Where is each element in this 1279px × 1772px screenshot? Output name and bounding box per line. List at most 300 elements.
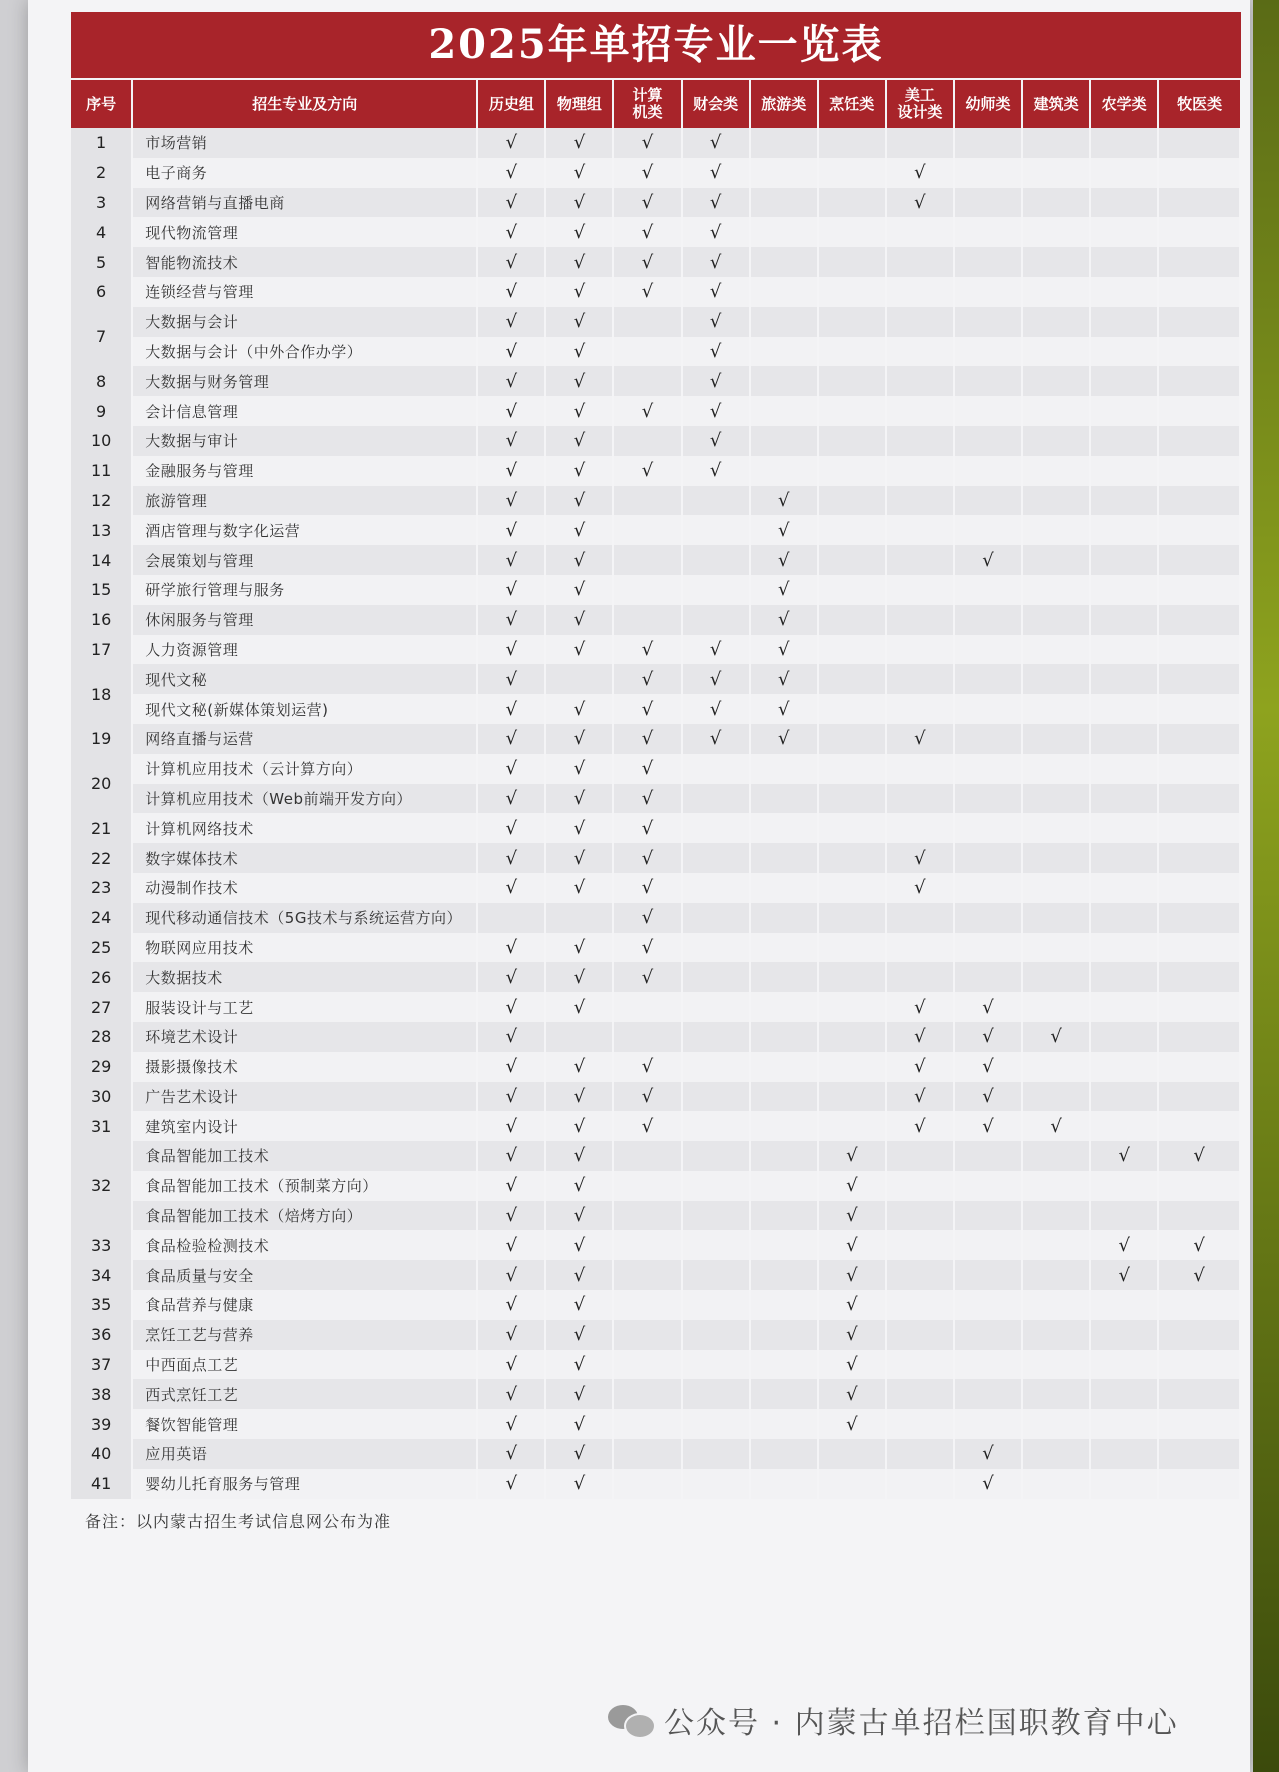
empty-cell xyxy=(613,575,681,605)
empty-cell xyxy=(886,1409,954,1439)
empty-cell xyxy=(1022,664,1090,694)
check-mark: √ xyxy=(545,1201,613,1231)
check-mark: √ xyxy=(613,962,681,992)
check-mark: √ xyxy=(545,575,613,605)
empty-cell xyxy=(1022,545,1090,575)
empty-cell xyxy=(1090,1290,1158,1320)
empty-cell xyxy=(818,992,886,1022)
row-number: 11 xyxy=(71,456,132,486)
check-mark: √ xyxy=(682,217,750,247)
check-mark: √ xyxy=(954,1082,1022,1112)
check-mark: √ xyxy=(886,1082,954,1112)
row-number: 1 xyxy=(71,128,132,158)
check-mark: √ xyxy=(613,128,681,158)
empty-cell xyxy=(1090,486,1158,516)
check-mark: √ xyxy=(477,307,545,337)
empty-cell xyxy=(682,784,750,814)
empty-cell xyxy=(886,635,954,665)
empty-cell xyxy=(818,813,886,843)
empty-cell xyxy=(1022,1052,1090,1082)
empty-cell xyxy=(1022,933,1090,963)
empty-cell xyxy=(750,1052,818,1082)
major-name: 现代文秘 xyxy=(132,664,477,694)
empty-cell xyxy=(954,933,1022,963)
check-mark: √ xyxy=(477,843,545,873)
check-mark: √ xyxy=(477,1111,545,1141)
empty-cell xyxy=(682,1052,750,1082)
major-name: 食品营养与健康 xyxy=(132,1290,477,1320)
empty-cell xyxy=(886,456,954,486)
empty-cell xyxy=(1022,426,1090,456)
empty-cell xyxy=(818,575,886,605)
check-mark: √ xyxy=(1090,1230,1158,1260)
empty-cell xyxy=(613,1320,681,1350)
empty-cell xyxy=(1090,277,1158,307)
check-mark: √ xyxy=(477,933,545,963)
check-mark: √ xyxy=(682,426,750,456)
table-row xyxy=(71,1409,1240,1439)
empty-cell xyxy=(1022,575,1090,605)
check-mark: √ xyxy=(954,1111,1022,1141)
check-mark: √ xyxy=(545,635,613,665)
major-name: 人力资源管理 xyxy=(132,635,477,665)
check-mark: √ xyxy=(545,128,613,158)
empty-cell xyxy=(1090,1052,1158,1082)
empty-cell xyxy=(613,1022,681,1052)
check-mark: √ xyxy=(613,247,681,277)
empty-cell xyxy=(613,366,681,396)
check-mark: √ xyxy=(477,247,545,277)
empty-cell xyxy=(1090,217,1158,247)
major-name: 电子商务 xyxy=(132,158,477,188)
check-mark: √ xyxy=(545,873,613,903)
empty-cell xyxy=(613,1469,681,1499)
empty-cell xyxy=(1158,1022,1240,1052)
check-mark: √ xyxy=(477,1469,545,1499)
row-number: 19 xyxy=(71,724,132,754)
check-mark: √ xyxy=(613,813,681,843)
check-mark: √ xyxy=(682,694,750,724)
column-header: 建筑类 xyxy=(1022,80,1090,128)
row-number: 37 xyxy=(71,1350,132,1380)
empty-cell xyxy=(818,1052,886,1082)
major-name: 市场营销 xyxy=(132,128,477,158)
empty-cell xyxy=(750,188,818,218)
check-mark: √ xyxy=(477,1409,545,1439)
row-number: 35 xyxy=(71,1290,132,1320)
empty-cell xyxy=(818,188,886,218)
column-header: 幼师类 xyxy=(954,80,1022,128)
check-mark: √ xyxy=(477,694,545,724)
empty-cell xyxy=(886,575,954,605)
empty-cell xyxy=(954,247,1022,277)
table-row xyxy=(71,1022,1240,1052)
empty-cell xyxy=(1022,1141,1090,1171)
major-name: 食品智能加工技术（预制菜方向） xyxy=(132,1171,477,1201)
row-number: 39 xyxy=(71,1409,132,1439)
row-number: 6 xyxy=(71,277,132,307)
empty-cell xyxy=(750,843,818,873)
empty-cell xyxy=(1090,813,1158,843)
empty-cell xyxy=(1158,724,1240,754)
empty-cell xyxy=(954,1171,1022,1201)
empty-cell xyxy=(886,813,954,843)
empty-cell xyxy=(954,1379,1022,1409)
major-name: 数字媒体技术 xyxy=(132,843,477,873)
table-row xyxy=(71,486,1240,516)
empty-cell xyxy=(1090,1171,1158,1201)
major-name: 大数据技术 xyxy=(132,962,477,992)
check-mark: √ xyxy=(545,158,613,188)
row-number: 24 xyxy=(71,903,132,933)
check-mark: √ xyxy=(545,1171,613,1201)
empty-cell xyxy=(818,456,886,486)
empty-cell xyxy=(750,992,818,1022)
empty-cell xyxy=(1090,188,1158,218)
check-mark: √ xyxy=(477,784,545,814)
check-mark: √ xyxy=(545,1230,613,1260)
empty-cell xyxy=(682,903,750,933)
major-name: 休闲服务与管理 xyxy=(132,605,477,635)
empty-cell xyxy=(1022,873,1090,903)
empty-cell xyxy=(954,724,1022,754)
check-mark: √ xyxy=(545,217,613,247)
check-mark: √ xyxy=(613,396,681,426)
check-mark: √ xyxy=(545,605,613,635)
empty-cell xyxy=(682,962,750,992)
row-number: 23 xyxy=(71,873,132,903)
check-mark: √ xyxy=(477,1290,545,1320)
empty-cell xyxy=(1158,307,1240,337)
table-row xyxy=(71,307,1240,337)
row-number: 9 xyxy=(71,396,132,426)
empty-cell xyxy=(818,217,886,247)
empty-cell xyxy=(682,515,750,545)
empty-cell xyxy=(1158,754,1240,784)
major-name: 服装设计与工艺 xyxy=(132,992,477,1022)
empty-cell xyxy=(886,1350,954,1380)
table-row xyxy=(71,1082,1240,1112)
empty-cell xyxy=(954,1290,1022,1320)
table-row xyxy=(71,1201,1240,1231)
empty-cell xyxy=(954,1409,1022,1439)
major-name: 现代移动通信技术（5G技术与系统运营方向） xyxy=(132,903,477,933)
check-mark: √ xyxy=(954,1022,1022,1052)
check-mark: √ xyxy=(613,694,681,724)
major-name: 应用英语 xyxy=(132,1439,477,1469)
table-row xyxy=(71,784,1240,814)
check-mark: √ xyxy=(750,635,818,665)
empty-cell xyxy=(750,1290,818,1320)
check-mark: √ xyxy=(545,813,613,843)
major-name: 动漫制作技术 xyxy=(132,873,477,903)
check-mark: √ xyxy=(477,515,545,545)
check-mark: √ xyxy=(1158,1260,1240,1290)
empty-cell xyxy=(1022,1350,1090,1380)
empty-cell xyxy=(750,1320,818,1350)
empty-cell xyxy=(1090,962,1158,992)
empty-cell xyxy=(1022,277,1090,307)
empty-cell xyxy=(1090,635,1158,665)
empty-cell xyxy=(682,1350,750,1380)
empty-cell xyxy=(818,515,886,545)
empty-cell xyxy=(682,1230,750,1260)
footer-text: 公众号 · 内蒙古单招栏国职教育中心 xyxy=(664,1706,1179,1741)
check-mark: √ xyxy=(477,1260,545,1290)
check-mark: √ xyxy=(886,1052,954,1082)
empty-cell xyxy=(750,903,818,933)
empty-cell xyxy=(1022,1171,1090,1201)
check-mark: √ xyxy=(818,1409,886,1439)
check-mark: √ xyxy=(613,188,681,218)
empty-cell xyxy=(954,605,1022,635)
major-name: 食品智能加工技术 xyxy=(132,1141,477,1171)
check-mark: √ xyxy=(613,873,681,903)
empty-cell xyxy=(1090,664,1158,694)
empty-cell xyxy=(1158,784,1240,814)
empty-cell xyxy=(954,426,1022,456)
check-mark: √ xyxy=(545,396,613,426)
row-number: 40 xyxy=(71,1439,132,1469)
check-mark: √ xyxy=(750,545,818,575)
empty-cell xyxy=(1090,158,1158,188)
empty-cell xyxy=(613,605,681,635)
empty-cell xyxy=(682,843,750,873)
empty-cell xyxy=(1022,1201,1090,1231)
column-header: 旅游类 xyxy=(750,80,818,128)
check-mark: √ xyxy=(1090,1260,1158,1290)
table-row xyxy=(71,635,1240,665)
empty-cell xyxy=(1022,217,1090,247)
empty-cell xyxy=(682,486,750,516)
empty-cell xyxy=(954,337,1022,367)
empty-cell xyxy=(954,128,1022,158)
empty-cell xyxy=(886,1141,954,1171)
check-mark: √ xyxy=(613,933,681,963)
empty-cell xyxy=(886,1171,954,1201)
empty-cell xyxy=(682,754,750,784)
empty-cell xyxy=(818,307,886,337)
empty-cell xyxy=(886,1469,954,1499)
empty-cell xyxy=(1022,903,1090,933)
major-name: 酒店管理与数字化运营 xyxy=(132,515,477,545)
check-mark: √ xyxy=(545,1141,613,1171)
empty-cell xyxy=(750,1111,818,1141)
row-number: 30 xyxy=(71,1082,132,1112)
empty-cell xyxy=(1158,664,1240,694)
check-mark: √ xyxy=(477,635,545,665)
check-mark: √ xyxy=(613,1082,681,1112)
check-mark: √ xyxy=(682,337,750,367)
empty-cell xyxy=(750,1230,818,1260)
check-mark: √ xyxy=(954,992,1022,1022)
empty-cell xyxy=(954,635,1022,665)
check-mark: √ xyxy=(613,277,681,307)
check-mark: √ xyxy=(545,188,613,218)
check-mark: √ xyxy=(545,456,613,486)
empty-cell xyxy=(886,664,954,694)
empty-cell xyxy=(682,1111,750,1141)
check-mark: √ xyxy=(886,1022,954,1052)
check-mark: √ xyxy=(545,426,613,456)
empty-cell xyxy=(818,1469,886,1499)
row-number: 41 xyxy=(71,1469,132,1499)
table-row xyxy=(71,1290,1240,1320)
empty-cell xyxy=(818,337,886,367)
empty-cell xyxy=(886,337,954,367)
empty-cell xyxy=(682,1260,750,1290)
empty-cell xyxy=(750,873,818,903)
empty-cell xyxy=(1158,843,1240,873)
empty-cell xyxy=(954,277,1022,307)
check-mark: √ xyxy=(545,1439,613,1469)
empty-cell xyxy=(682,1379,750,1409)
empty-cell xyxy=(1158,1469,1240,1499)
empty-cell xyxy=(1022,1469,1090,1499)
empty-cell xyxy=(1022,1379,1090,1409)
empty-cell xyxy=(886,1201,954,1231)
check-mark: √ xyxy=(682,664,750,694)
note-text: 备注：以内蒙古招生考试信息网公布为准 xyxy=(85,1511,392,1531)
major-name: 大数据与会计（中外合作办学） xyxy=(132,337,477,367)
empty-cell xyxy=(750,277,818,307)
empty-cell xyxy=(886,1290,954,1320)
column-header: 牧医类 xyxy=(1158,80,1240,128)
check-mark: √ xyxy=(954,1052,1022,1082)
major-name: 建筑室内设计 xyxy=(132,1111,477,1141)
row-number: 13 xyxy=(71,515,132,545)
empty-cell xyxy=(886,1320,954,1350)
empty-cell xyxy=(886,217,954,247)
empty-cell xyxy=(818,933,886,963)
empty-cell xyxy=(1158,188,1240,218)
empty-cell xyxy=(477,903,545,933)
empty-cell xyxy=(1158,128,1240,158)
empty-cell xyxy=(1158,1350,1240,1380)
check-mark: √ xyxy=(682,396,750,426)
row-number: 34 xyxy=(71,1260,132,1290)
empty-cell xyxy=(1022,605,1090,635)
check-mark: √ xyxy=(682,635,750,665)
empty-cell xyxy=(1158,962,1240,992)
empty-cell xyxy=(886,1260,954,1290)
empty-cell xyxy=(886,754,954,784)
check-mark: √ xyxy=(613,724,681,754)
table-header xyxy=(71,80,1240,128)
major-name: 物联网应用技术 xyxy=(132,933,477,963)
empty-cell xyxy=(1022,456,1090,486)
check-mark: √ xyxy=(545,724,613,754)
check-mark: √ xyxy=(954,545,1022,575)
empty-cell xyxy=(1090,1409,1158,1439)
check-mark: √ xyxy=(613,456,681,486)
empty-cell xyxy=(750,1082,818,1112)
empty-cell xyxy=(750,337,818,367)
major-name: 网络营销与直播电商 xyxy=(132,188,477,218)
empty-cell xyxy=(954,486,1022,516)
empty-cell xyxy=(818,158,886,188)
empty-cell xyxy=(1090,1201,1158,1231)
row-number: 14 xyxy=(71,545,132,575)
empty-cell xyxy=(954,188,1022,218)
empty-cell xyxy=(886,605,954,635)
empty-cell xyxy=(886,426,954,456)
column-header: 美工 设计类 xyxy=(886,80,954,128)
empty-cell xyxy=(1022,1230,1090,1260)
table-row xyxy=(71,247,1240,277)
row-number: 7 xyxy=(71,307,132,367)
check-mark: √ xyxy=(545,933,613,963)
check-mark: √ xyxy=(818,1230,886,1260)
empty-cell xyxy=(818,1439,886,1469)
table-row xyxy=(71,396,1240,426)
table-row xyxy=(71,575,1240,605)
check-mark: √ xyxy=(750,605,818,635)
check-mark: √ xyxy=(477,1439,545,1469)
empty-cell xyxy=(682,1082,750,1112)
empty-cell xyxy=(613,1439,681,1469)
check-mark: √ xyxy=(545,277,613,307)
empty-cell xyxy=(682,1201,750,1231)
check-mark: √ xyxy=(682,128,750,158)
table-row xyxy=(71,1439,1240,1469)
column-header: 计算 机类 xyxy=(613,80,681,128)
check-mark: √ xyxy=(613,784,681,814)
check-mark: √ xyxy=(477,1350,545,1380)
check-mark: √ xyxy=(818,1201,886,1231)
check-mark: √ xyxy=(750,694,818,724)
check-mark: √ xyxy=(477,813,545,843)
empty-cell xyxy=(750,1260,818,1290)
empty-cell xyxy=(682,1469,750,1499)
empty-cell xyxy=(682,605,750,635)
row-number: 29 xyxy=(71,1052,132,1082)
check-mark: √ xyxy=(545,1082,613,1112)
empty-cell xyxy=(1090,1082,1158,1112)
empty-cell xyxy=(1022,1409,1090,1439)
table-row xyxy=(71,277,1240,307)
major-name: 西式烹饪工艺 xyxy=(132,1379,477,1409)
empty-cell xyxy=(1090,784,1158,814)
empty-cell xyxy=(1090,605,1158,635)
empty-cell xyxy=(545,664,613,694)
empty-cell xyxy=(1158,217,1240,247)
empty-cell xyxy=(954,694,1022,724)
major-name: 烹饪工艺与营养 xyxy=(132,1320,477,1350)
check-mark: √ xyxy=(477,1171,545,1201)
empty-cell xyxy=(750,813,818,843)
empty-cell xyxy=(750,962,818,992)
check-mark: √ xyxy=(818,1171,886,1201)
empty-cell xyxy=(886,247,954,277)
empty-cell xyxy=(818,366,886,396)
row-number: 20 xyxy=(71,754,132,814)
empty-cell xyxy=(682,1290,750,1320)
empty-cell xyxy=(1090,337,1158,367)
check-mark: √ xyxy=(613,664,681,694)
table-row xyxy=(71,366,1240,396)
check-mark: √ xyxy=(545,247,613,277)
check-mark: √ xyxy=(750,575,818,605)
column-header: 招生专业及方向 xyxy=(132,80,477,128)
row-number: 10 xyxy=(71,426,132,456)
empty-cell xyxy=(1022,158,1090,188)
empty-cell xyxy=(613,1171,681,1201)
major-name: 餐饮智能管理 xyxy=(132,1409,477,1439)
empty-cell xyxy=(1022,784,1090,814)
row-number: 38 xyxy=(71,1379,132,1409)
empty-cell xyxy=(1022,635,1090,665)
